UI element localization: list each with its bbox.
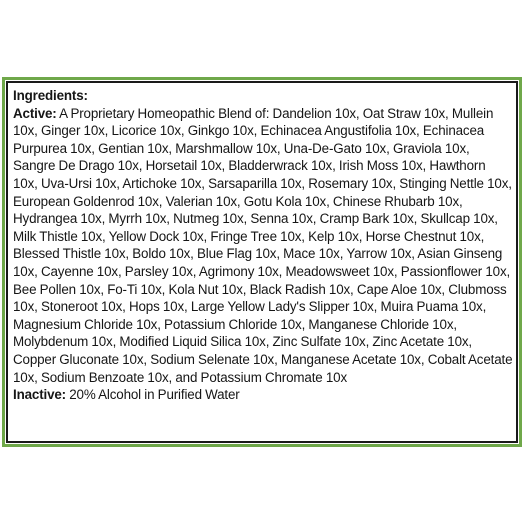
active-ingredients-list: A Proprietary Homeopathic Blend of: Dandelion 10x, Oat Straw 10x, Mullein 10x, Ginger 10x, Licorice 10x, Ginkgo 10x, Echinacea Angustifolia 10x, Echinacea Purpurea 10x, Gentian 10x, Marshmallow 10x, Una-De-Gato 10x, Graviola 10x, Sangre De Drago 10x, Horsetail 10x, Bladderwrack 10x, Irish Moss 10x, Hawthorn 10x, Uva-Ursi 10x, Artichoke 10x, Sarsaparilla 10x, Rosemary 10x, Stinging Nettle 10x, European Goldenrod 10x, Valerian 10x, Gotu Kola 10x, Chinese Rhubarb 10x, Hydrangea 10x, Myrrh 10x, Nutmeg 10x, Senna 10x, Cramp Bark 10x, Skullcap 10x, Milk Thistle 10x, Yellow Dock 10x, Fringe Tree 10x, Kelp 10x, Horse Chestnut 10x, Blessed Thistle 10x, Boldo 10x, Blue Flag 10x, Mace 10x, Yarrow 10x, Asian Ginseng 10x, Cayenne 10x, Parsley 10x, Agrimony 10x, Meadowsweet 10x, Passionflower 10x, Bee Pollen 10x, Fo-Ti 10x, Kola Nut 10x, Black Radish 10x, Cape Aloe 10x, Clubmoss 10x, Stoneroot 10x, Hops 10x, Large Yellow Lady's Slipper 10x, Muira Puama 10x, Magnesium Chloride 10x, Potassium Chloride 10x, Manganese Chloride 10x, Molybdenum 10x, Modified Liquid Silica 10x, Zinc Sulfate 10x, Zinc Acetate 10x, Copper Gluconate 10x, Sodium Selenate 10x, Manganese Acetate 10x, Cobalt Acetate 10x, Sodium Benzoate 10x, and Potassium Chromate 10x [13, 105, 513, 385]
active-label: Active: [13, 105, 57, 121]
inactive-label: Inactive: [13, 387, 66, 403]
ingredients-label-panel [2, 77, 522, 447]
active-ingredients-paragraph [13, 105, 513, 387]
inactive-ingredients-paragraph [13, 386, 513, 404]
inactive-ingredients-text: 20% Alcohol in Purified Water [65, 387, 240, 403]
ingredients-text-block [13, 87, 513, 404]
ingredients-heading: Ingredients: [13, 88, 88, 103]
